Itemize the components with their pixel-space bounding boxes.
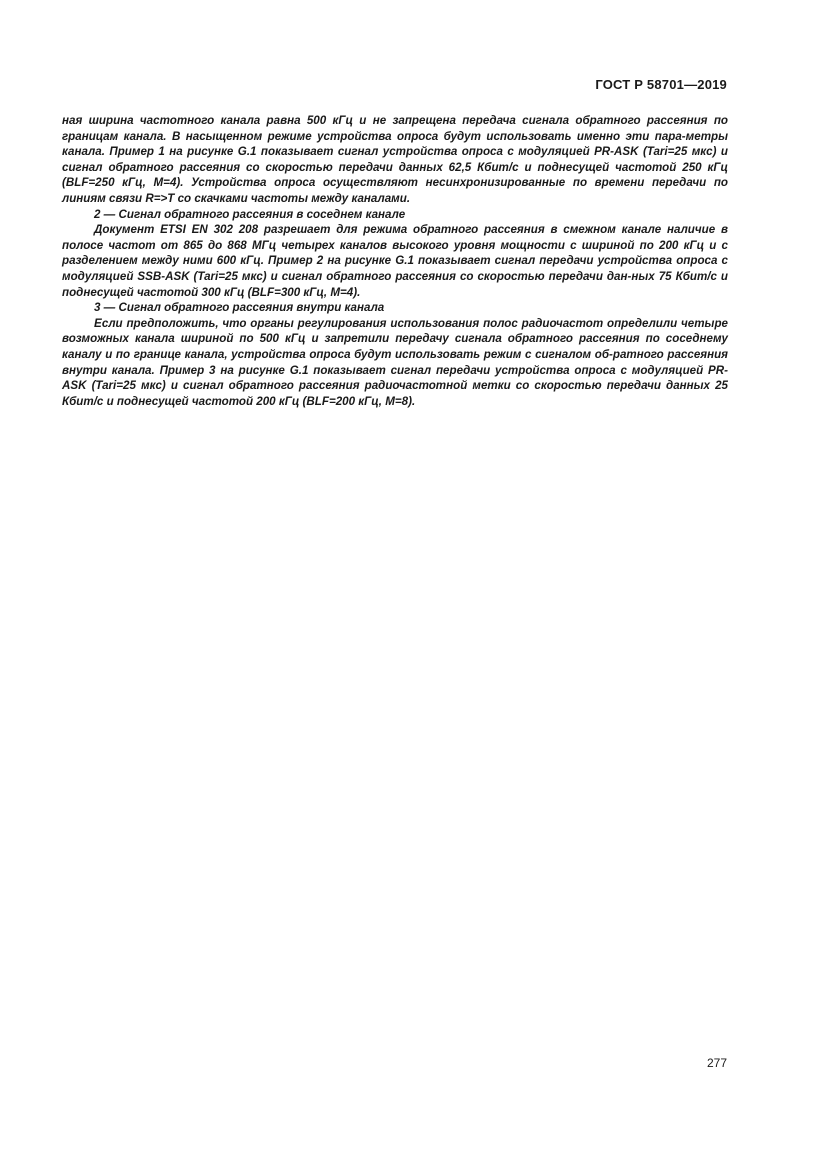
section-heading-in-channel: 3 — Сигнал обратного рассеяния внутри канала — [94, 301, 385, 315]
document-body — [62, 113, 728, 409]
section-heading-adjacent-channel: 2 — Сигнал обратного рассеяния в соседнем канале — [94, 207, 406, 221]
document-standard-header: ГОСТ Р 58701—2019 — [595, 77, 727, 92]
page-number: 277 — [706, 1056, 727, 1070]
paragraph-regulation-assumption: Если предположить, что органы регулирования использования полос радиочастот определили четыре возможных канала шириной по 500 кГц и запретили передачу сигнала обратного рассеяния по соседнему каналу и по границе канала, устройства опроса будут использовать режим с сигналом об-ратного рассеяния внутри канала. Пример 3 на рисунке G.1 показывает сигнал передачи устройства опроса с модуляцией PR-ASK (Tari=25 мкс) и сигнал обратного рассеяния радиочастотной метки со скоростью передачи данных 25 Кбит/с и поднесущей частотой 200 кГц (BLF=200 кГц, M=8). — [62, 316, 728, 408]
paragraph-etsi-document: Документ ETSI EN 302 208 разрешает для режима обратного рассеяния в смежном канале наличие в полосе частот от 865 до 868 МГц четырех каналов высокого уровня мощности с шириной по 200 кГц и с разделением между ними 600 кГц. Пример 2 на рисунке G.1 показывает сигнал передачи устройства опроса с модуляцией SSB-ASK (Tari=25 мкс) и сигнал обратного рассеяния со скоростью передачи дан-ных 75 Кбит/с и поднесущей частотой 300 кГц (BLF=300 кГц, M=4). — [62, 223, 728, 299]
paragraph-continuation: ная ширина частотного канала равна 500 кГц и не запрещена передача сигнала обратного рассеяния по границам канала. В насыщенном режиме устройства опроса будут использовать именно эти пара-метры канала. Пример 1 на рисунке G.1 показывает сигнал устройства опроса с модуляцией PR-ASK (Tari=25 мкс) и сигнал обратного рассеяния со скоростью передачи данных 62,5 Кбит/с и поднесущей частотой 250 кГц (BLF=250 кГц, M=4). Устройства опроса осуществляют несинхронизированные по времени передачи по линиям связи R=>T со скачками частоты между каналами. — [62, 114, 728, 205]
